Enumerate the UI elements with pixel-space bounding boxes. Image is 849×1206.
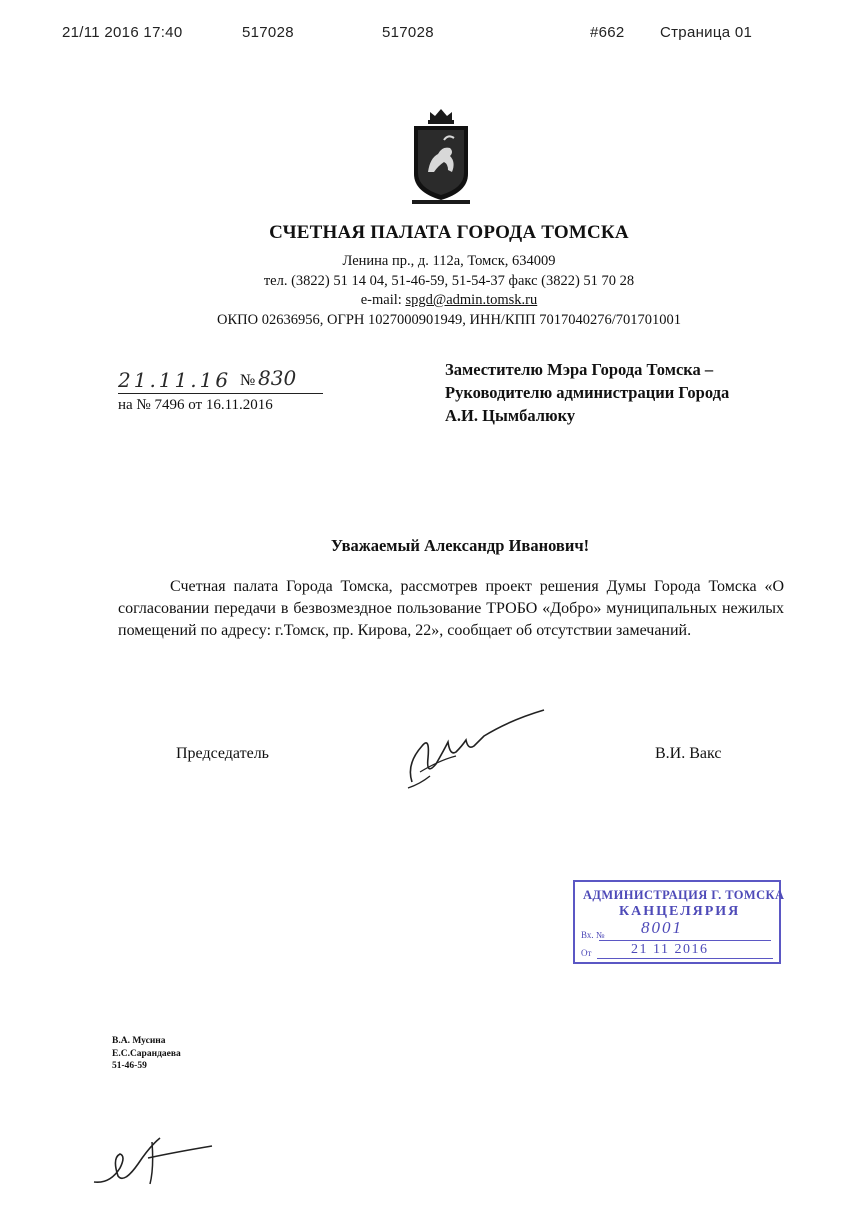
- stamp-rule: [597, 958, 773, 959]
- outgoing-date: 21.11.16: [118, 368, 232, 392]
- fax-id-2: 517028: [382, 24, 434, 41]
- signer-name: В.И. Вакс: [655, 745, 722, 762]
- stamp-from-date: 21 11 2016: [631, 942, 709, 957]
- email-link[interactable]: spgd@admin.tomsk.ru: [405, 292, 538, 308]
- organization-address: Ленина пр., д. 112а, Томск, 634009: [342, 253, 556, 269]
- fax-page-label: Страница 01: [660, 24, 753, 41]
- executor-phone: 51-46-59: [112, 1061, 147, 1071]
- stamp-title: АДМИНИСТРАЦИЯ Г. ТОМСКА: [583, 888, 785, 902]
- stamp-incoming-number: 8001: [641, 918, 683, 937]
- coat-of-arms-icon: [408, 106, 474, 206]
- outgoing-number: 830: [258, 366, 297, 390]
- reference-line: на № 7496 от 16.11.2016: [118, 397, 273, 413]
- stamp-rule: [599, 940, 771, 941]
- executor-name-2: Е.С.Сарандаева: [112, 1048, 181, 1059]
- signer-position: Председатель: [176, 745, 269, 762]
- recipient-block: [445, 358, 729, 427]
- recipient-line-1: Заместителю Мэра Города Томска –: [445, 360, 714, 379]
- organization-codes: ОКПО 02636956, ОГРН 1027000901949, ИНН/КПП 7017040276/701701001: [217, 312, 681, 328]
- outgoing-rule: [118, 393, 323, 394]
- fax-number: #662: [590, 24, 625, 41]
- letter-body: Счетная палата Города Томска, рассмотрев проект решения Думы Города Томска «О согласовании передачи в безвозмездное пользование ТРОБО «Добро» муниципальных нежилых помещений по адресу: г.Томск, пр. Кирова, 22», сообщает об отсутствии замечаний.: [118, 578, 784, 639]
- executor-name-1: В.А. Мусина: [112, 1036, 166, 1046]
- recipient-line-2: Руководителю администрации Города: [445, 383, 730, 402]
- recipient-line-3: А.И. Цымбалюку: [445, 406, 576, 425]
- fax-id-1: 517028: [242, 24, 294, 41]
- stamp-incoming-label: Вх. №: [581, 930, 605, 940]
- fax-datetime: 21/11 2016 17:40: [62, 24, 183, 41]
- signature-icon: [400, 706, 550, 792]
- stamp-subtitle: КАНЦЕЛЯРИЯ: [619, 904, 741, 919]
- organization-email: [0, 292, 849, 309]
- registration-stamp: [573, 880, 785, 964]
- executors-block: [112, 1035, 181, 1073]
- initials-icon: [90, 1128, 220, 1188]
- number-sign: №: [240, 372, 256, 389]
- email-label: e-mail:: [360, 292, 406, 308]
- organization-name: СЧЕТНАЯ ПАЛАТА ГОРОДА ТОМСКА: [269, 222, 629, 243]
- letter-greeting: Уважаемый Александр Иванович!: [330, 536, 590, 555]
- stamp-from-label: От: [581, 948, 592, 958]
- organization-phones: тел. (3822) 51 14 04, 51-46-59, 51-54-37 факс (3822) 51 70 28: [263, 273, 635, 289]
